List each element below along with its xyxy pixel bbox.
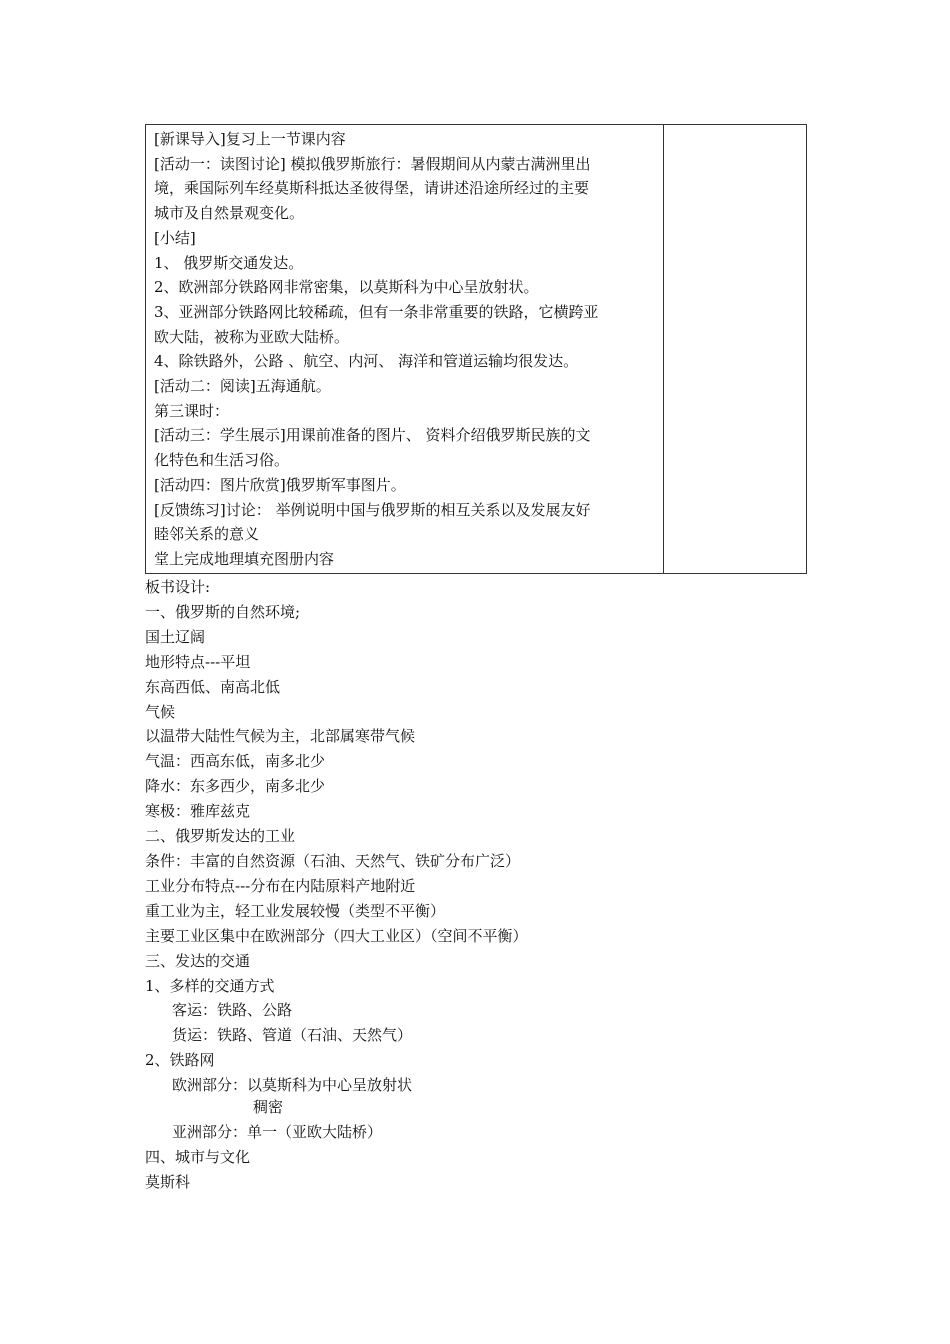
board-line: 以温带大陆性气候为主，北部属寒带气候 — [145, 727, 416, 746]
board-line: 四、城市与文化 — [145, 1147, 251, 1166]
board-line: 地形特点---平坦 — [145, 652, 251, 671]
rail-heading: 2、铁路网 — [145, 1051, 215, 1070]
board-line: 气温：西高东低，南多北少 — [145, 752, 326, 771]
table-line: 境，乘国际列车经莫斯科抵达圣彼得堡，请讲述沿途所经过的主要 — [154, 179, 590, 198]
table-line: 2、欧洲部分铁路网非常密集，以莫斯科为中心呈放射状。 — [154, 278, 539, 297]
board-design — [145, 575, 785, 1195]
table-line: [活动一：读图讨论] 模拟俄罗斯旅行：暑假期间从内蒙古满洲里出 — [154, 154, 591, 173]
board-line: 工业分布特点---分布在内陆原料产地附近 — [145, 876, 416, 895]
table-line: [小结] — [154, 228, 196, 247]
transport-passenger: 客运：铁路、公路 — [172, 1001, 293, 1020]
board-line: 东高西低、南高北低 — [145, 677, 281, 696]
board-line: 重工业为主，轻工业发展较慢（类型不平衡） — [145, 901, 446, 920]
rail-europe-note: 稠密 — [253, 1098, 284, 1117]
board-line: 三、发达的交通 — [145, 951, 251, 970]
board-line: 二、俄罗斯发达的工业 — [145, 827, 296, 846]
board-line: 主要工业区集中在欧洲部分（四大工业区）（空间不平衡） — [145, 926, 528, 945]
table-line: 堂上完成地理填充图册内容 — [154, 549, 335, 568]
board-title: 板书设计: — [145, 578, 211, 596]
board-line: 寒极：雅库兹克 — [145, 802, 251, 821]
table-column-divider — [663, 125, 664, 573]
lesson-table — [145, 124, 807, 574]
board-line: 一、俄罗斯的自然环境; — [145, 602, 301, 621]
board-line: 国土辽阔 — [145, 627, 206, 646]
table-line: 化特色和生活习俗。 — [154, 451, 290, 470]
table-line: 3、亚洲部分铁路网比较稀疏，但有一条非常重要的铁路，它横跨亚 — [154, 302, 599, 321]
lesson-content-cell — [154, 127, 659, 572]
board-line: 1、多样的交通方式 — [145, 976, 275, 995]
table-line: [活动二：阅读]五海通航。 — [154, 377, 331, 396]
table-line: [活动四：图片欣赏]俄罗斯军事图片。 — [154, 475, 406, 494]
table-line: 睦邻关系的意义 — [154, 525, 260, 544]
table-line: [反馈练习]讨论： 举例说明中国与俄罗斯的相互关系以及发展友好 — [154, 500, 591, 519]
table-line: 欧大陆，被称为亚欧大陆桥。 — [154, 327, 350, 346]
rail-asia: 亚洲部分：单一（亚欧大陆桥） — [172, 1122, 383, 1141]
board-line: 气候 — [145, 702, 176, 721]
table-line: 第三课时： — [154, 401, 230, 420]
table-line: [新课导入]复习上一节课内容 — [154, 130, 346, 148]
table-line: 城市及自然景观变化。 — [154, 204, 305, 223]
board-line: 降水：东多西少，南多北少 — [145, 777, 326, 796]
transport-freight: 货运：铁路、管道（石油、天然气） — [172, 1026, 413, 1045]
board-line: 莫斯科 — [145, 1172, 191, 1191]
table-line: 4、除铁路外，公路 、航空、内河、 海洋和管道运输均很发达。 — [154, 352, 579, 371]
table-line: 1、 俄罗斯交通发达。 — [154, 253, 304, 272]
board-line: 条件：丰富的自然资源（石油、天然气、铁矿分布广泛） — [145, 851, 521, 870]
table-line: [活动三：学生展示]用课前准备的图片、 资料介绍俄罗斯民族的文 — [154, 426, 591, 445]
rail-europe: 欧洲部分：以莫斯科为中心呈放射状 — [172, 1076, 413, 1095]
